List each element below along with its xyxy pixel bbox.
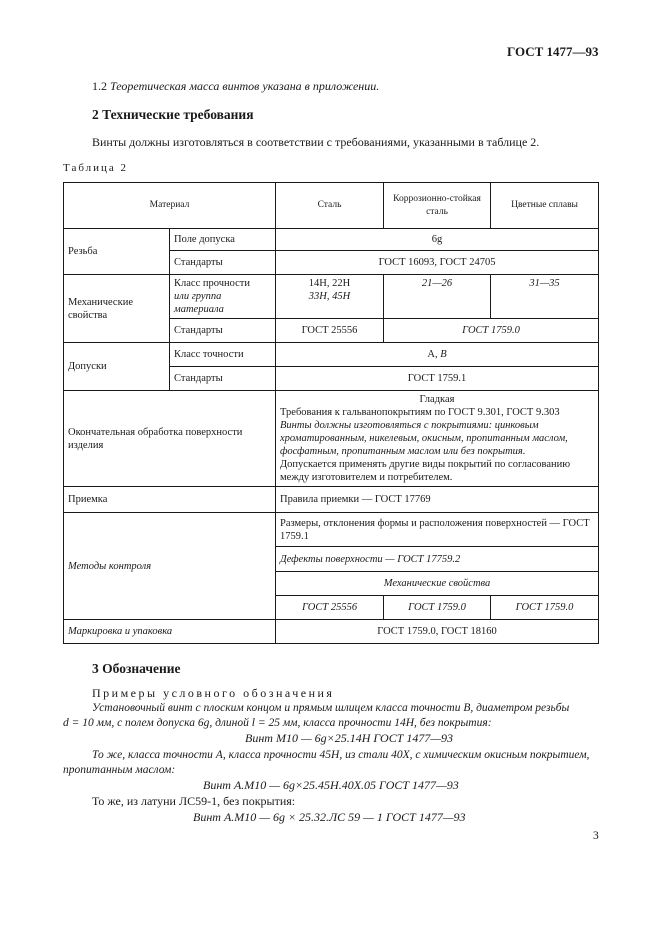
example-2-line-1: То же, класса точности А, класса прочности 45Н, из стали 40Х, с химическим окисным покрытием, (92, 749, 590, 761)
cell-tol-value: 6g (276, 229, 599, 251)
document-code: ГОСТ 1477—93 (507, 44, 599, 59)
table-row (64, 391, 599, 487)
requirements-table (63, 182, 599, 644)
example-1-formula: Винт М10 — 6g×25.14Н ГОСТ 1477—93 (245, 731, 454, 745)
clause-number: 1.2 (92, 79, 107, 93)
cell-acceptance-std: Правила приемки — ГОСТ 17769 (276, 487, 599, 513)
example-3-formula: Винт А.М10 — 6g × 25.32.ЛС 59 — 1 ГОСТ 1477—93 (193, 810, 466, 824)
table-row (64, 229, 599, 251)
row-mech: Механические свойства (64, 275, 170, 343)
row-thread: Резьба (64, 229, 170, 275)
cell-control-defects: Дефекты поверхности — ГОСТ 17759.2 (276, 547, 599, 572)
example-1-line-1: Установочный винт с плоским концом и прямым шлицем класса точности В, диаметром резьбы (92, 702, 570, 714)
table-row (64, 513, 599, 547)
cell-tol-field: Поле допуска (170, 229, 276, 251)
finish-smooth: Гладкая (419, 394, 455, 405)
cell-marking-std: ГОСТ 1759.0, ГОСТ 18160 (276, 620, 599, 644)
row-acceptance: Приемка (64, 487, 276, 513)
accuracy-a: А, (427, 349, 438, 360)
header-stainless: Коррозионно-стойкая сталь (384, 183, 491, 229)
page-number: 3 (593, 830, 599, 842)
example-1-line-2: d = 10 мм, с полем допуска 6g, длиной l = 25 мм, класса прочности 14Н, без покрытия: (63, 717, 492, 729)
cell-standards: Стандарты (170, 251, 276, 275)
section-2-intro: Винты должны изготовляться в соответствии с требованиями, указанными в таблице 2. (92, 135, 540, 149)
clause-text: Теоретическая масса винтов указана в приложении. (110, 79, 380, 93)
steel-class-2: 33Н, 45Н (308, 291, 351, 302)
cell-standards: Стандарты (170, 367, 276, 391)
cell-thread-std: ГОСТ 16093, ГОСТ 24705 (276, 251, 599, 275)
example-2-line-2: пропитанным маслом: (63, 764, 176, 776)
section-2-title: 2 Технические требования (92, 107, 254, 122)
or-group-label: или группа материала (174, 291, 224, 315)
cell-control-mech-stainless: ГОСТ 1759.0 (384, 596, 491, 620)
table-caption: Таблица 2 (63, 162, 129, 174)
steel-class-1: 14Н, 22Н (308, 278, 351, 289)
clause-1-2 (92, 78, 379, 94)
row-marking: Маркировка и упаковка (64, 620, 276, 644)
row-tolerances: Допуски (64, 343, 170, 391)
cell-finish (276, 391, 599, 487)
cell-accuracy-value (276, 343, 599, 367)
finish-coatings: Винты должны изготовляться с покрытиями: цинковым хроматированным, никелевым, окисным, пропитанным маслом, фосфатным, пропитанным маслом или без покрытия. (280, 420, 568, 457)
table-row (64, 487, 599, 513)
cell-control-mech: Механические свойства (276, 572, 599, 596)
cell-strength-class (170, 275, 276, 319)
table-row (64, 275, 599, 319)
table-row (64, 620, 599, 644)
accuracy-b: В (440, 349, 447, 360)
finish-requirements: Требования к гальванопокрытиям по ГОСТ 9.301, ГОСТ 9.303 (280, 407, 560, 418)
examples-heading: Примеры условного обозначения (92, 686, 335, 700)
header-material: Материал (64, 183, 276, 229)
cell-standards: Стандарты (170, 319, 276, 343)
example-2-formula: Винт А.М10 — 6g×25.45Н.40Х.05 ГОСТ 1477—93 (203, 778, 459, 792)
cell-mech-std-other: ГОСТ 1759.0 (384, 319, 599, 343)
cell-accuracy-class: Класс точности (170, 343, 276, 367)
cell-control-mech-steel: ГОСТ 25556 (276, 596, 384, 620)
cell-mech-std-steel: ГОСТ 25556 (276, 319, 384, 343)
strength-class-label: Класс прочности (174, 278, 250, 289)
cell-tol-std: ГОСТ 1759.1 (276, 367, 599, 391)
header-nonferrous: Цветные сплавы (491, 183, 599, 229)
cell-steel-class (276, 275, 384, 319)
table-header-row (64, 183, 599, 229)
row-control: Методы контроля (64, 513, 276, 620)
finish-other: Допускается применять другие виды покрытий по согласованию между изготовителем и потребителем. (280, 459, 571, 483)
header-steel: Сталь (276, 183, 384, 229)
row-finish: Окончательная обработка поверхности изделия (64, 391, 276, 487)
example-3-line: То же, из латуни ЛС59-1, без покрытия: (92, 794, 296, 808)
table-row (64, 343, 599, 367)
cell-control-dims: Размеры, отклонения формы и расположения поверхностей — ГОСТ 1759.1 (276, 513, 599, 547)
cell-control-mech-nonferrous: ГОСТ 1759.0 (491, 596, 599, 620)
cell-nonferrous-class: 31—35 (491, 275, 599, 319)
cell-stainless-class: 21—26 (384, 275, 491, 319)
section-3-title: 3 Обозначение (92, 661, 181, 676)
